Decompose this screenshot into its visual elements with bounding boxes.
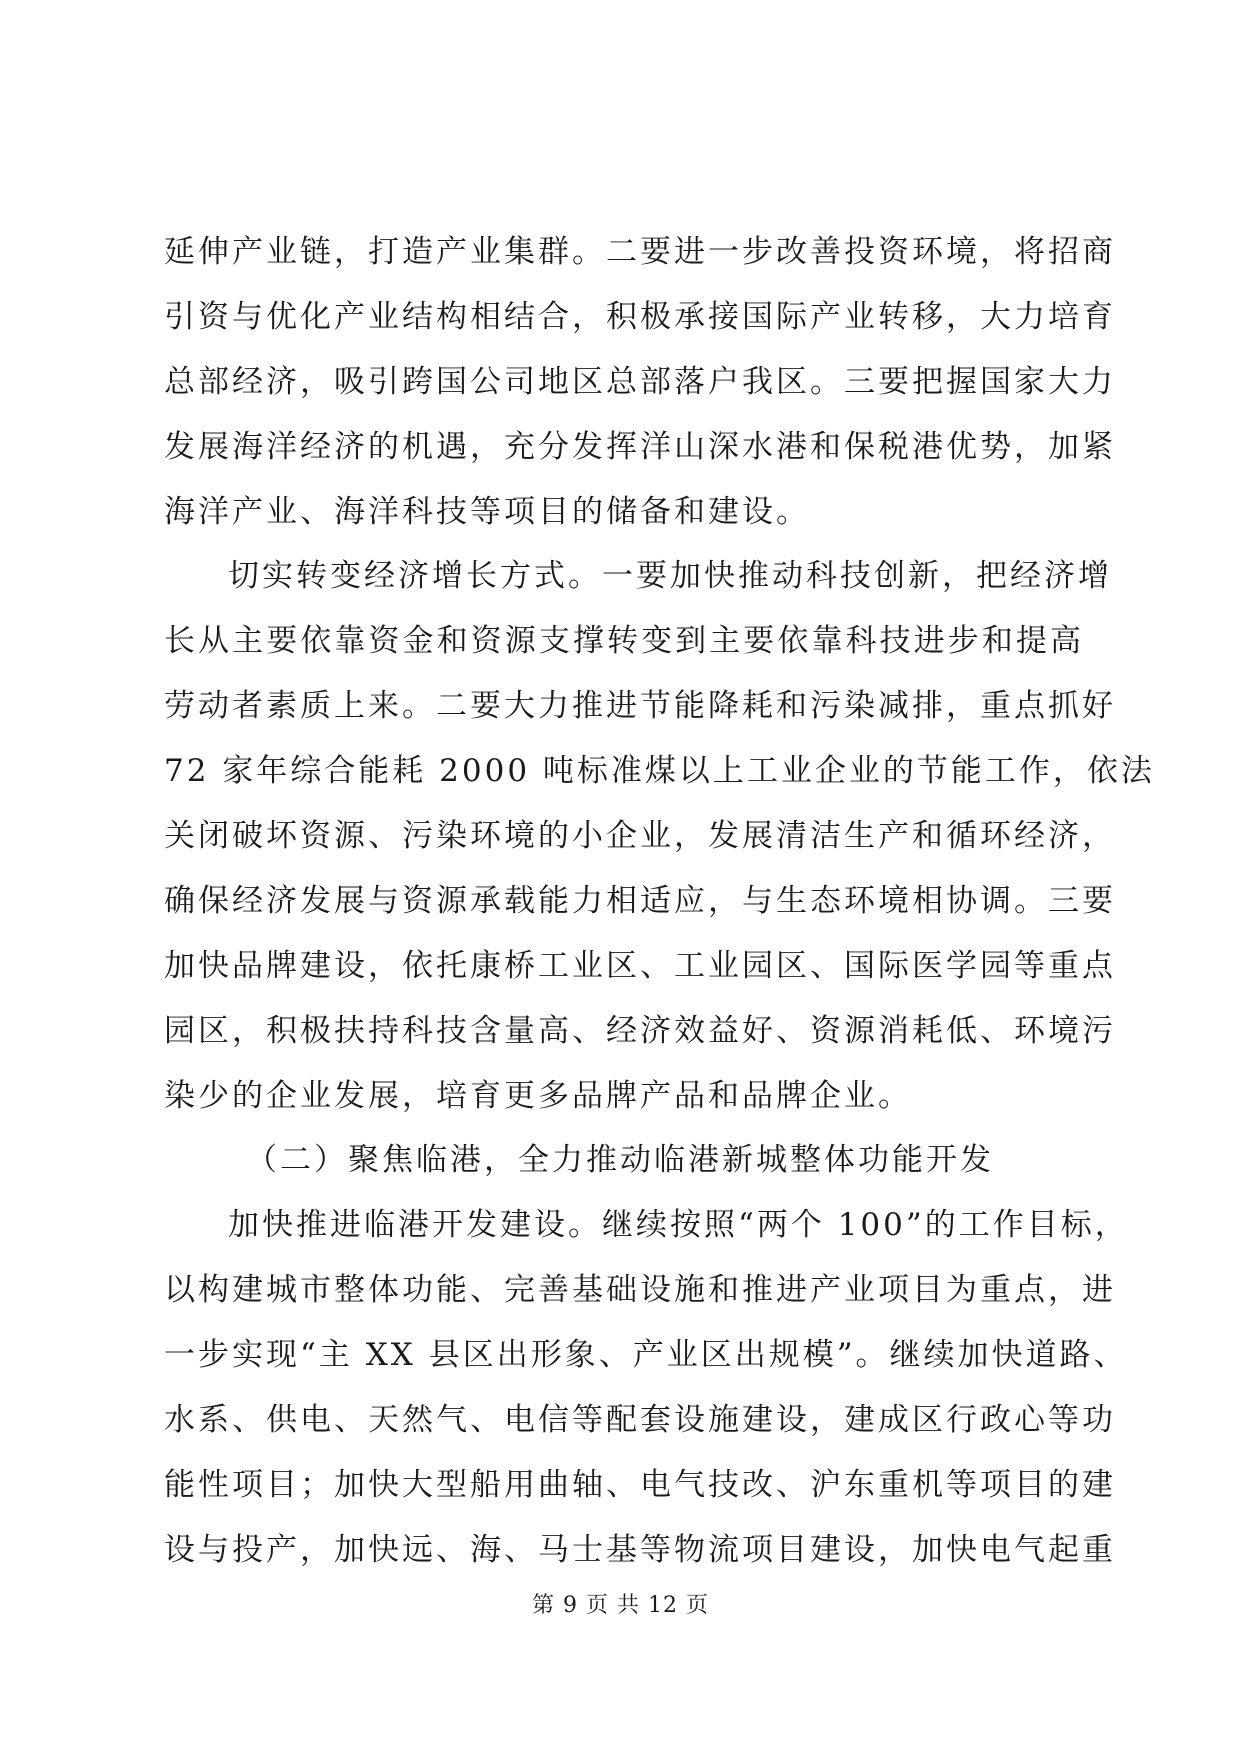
text-line: 设与投产，加快远、海、马士基等物流项目建设，加快电气起重 <box>164 1531 1116 1568</box>
section-heading: （二）聚焦临港，全力推动临港新城整体功能开发 <box>246 1142 994 1179</box>
text-line: 延伸产业链，打造产业集群。二要进一步改善投资环境，将招商 <box>164 234 1116 270</box>
paragraph-first-line: 切实转变经济增长方式。一要加快推动科技创新，把经济增 <box>228 558 1112 595</box>
text-line: 72 家年综合能耗 2000 吨标准煤以上工业企业的节能工作，依法 <box>164 753 1155 790</box>
text-line: 引资与优化产业结构相结合，积极承接国际产业转移，大力培育 <box>164 298 1116 335</box>
text-line: 染少的企业发展，培育更多品牌产品和品牌企业。 <box>164 1077 912 1114</box>
text-line: 总部经济，吸引跨国公司地区总部落户我区。三要把握国家大力 <box>164 363 1116 400</box>
paragraph-first-line: 加快推进临港开发建设。继续按照“两个 100”的工作目标， <box>228 1207 1129 1244</box>
text-line: 以构建城市整体功能、完善基础设施和推进产业项目为重点，进 <box>164 1272 1116 1309</box>
text-line: 长从主要依靠资金和资源支撑转变到主要依靠科技进步和提高 <box>164 623 1084 660</box>
text-line: 加快品牌建设，依托康桥工业区、工业园区、国际医学园等重点 <box>164 947 1116 984</box>
text-line: 能性项目；加快大型船用曲轴、电气技改、沪东重机等项目的建 <box>164 1466 1116 1503</box>
text-line: 劳动者素质上来。二要大力推进节能降耗和污染减排，重点抓好 <box>164 688 1116 725</box>
text-line: 关闭破坏资源、污染环境的小企业，发展清洁生产和循环经济， <box>164 818 1116 855</box>
text-line: 园区，积极扶持科技含量高、经济效益好、资源消耗低、环境污 <box>164 1012 1116 1049</box>
text-line: 一步实现“主 XX 县区出形象、产业区出规模”。继续加快道路、 <box>164 1337 1128 1374</box>
text-line: 水系、供电、天然气、电信等配套设施建设，建成区行政心等功 <box>164 1402 1116 1439</box>
page-number-footer: 第 9 页 共 12 页 <box>532 1593 709 1618</box>
text-line: 确保经济发展与资源承载能力相适应，与生态环境相协调。三要 <box>164 882 1116 919</box>
text-line: 海洋产业、海洋科技等项目的储备和建设。 <box>164 493 810 530</box>
document-body <box>164 220 1155 1583</box>
text-line: 发展海洋经济的机遇，充分发挥洋山深水港和保税港优势，加紧 <box>164 428 1116 465</box>
